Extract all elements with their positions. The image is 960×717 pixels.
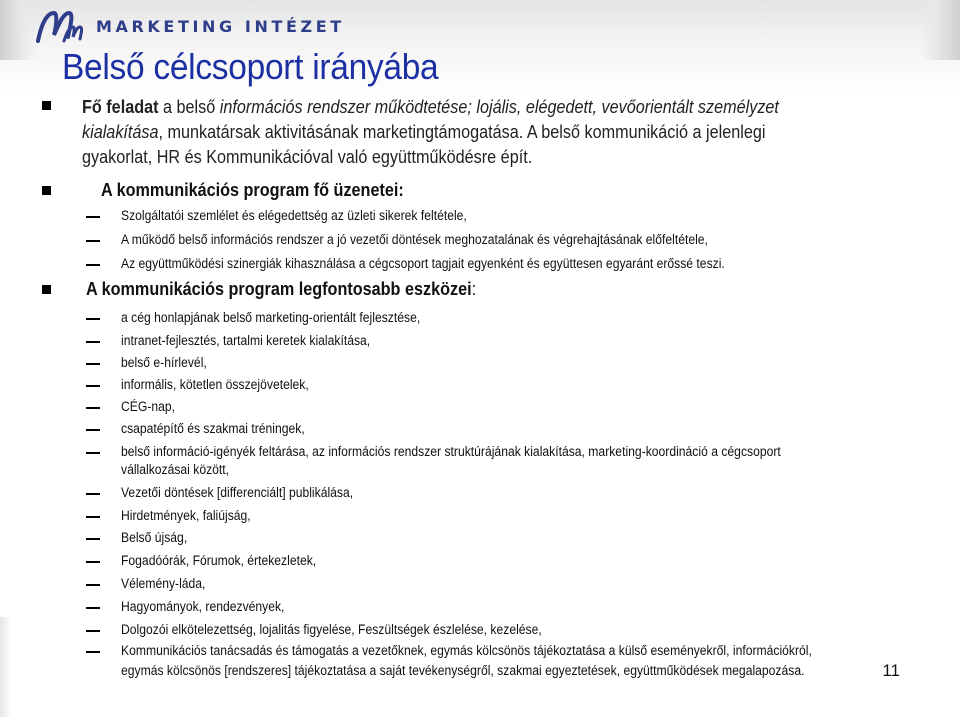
- tool-item: Kommunikációs tanácsadás és támogatás a vezetőknek, egymás kölcsönös tájékoztatása a külső eseményekről, információkról,: [121, 643, 812, 658]
- dash-bullet-icon: [86, 318, 100, 320]
- tool-item: Belső újság,: [121, 530, 188, 545]
- square-bullet-icon: [42, 186, 51, 195]
- dash-bullet-icon: [86, 538, 100, 540]
- tool-item-continuation: egymás kölcsönös [rendszeres] tájékoztatása a saját tevékenységről, szakmai egyeztetések, együttműködések megalapozása.: [121, 663, 805, 678]
- dash-bullet-icon: [86, 584, 100, 586]
- intro-line2-plain: , munkatársak aktivitásának marketingtámogatása. A belső kommunikáció a jelenlegi: [158, 122, 766, 142]
- dash-bullet-icon: [86, 429, 100, 431]
- tool-item: intranet-fejlesztés, tartalmi keretek kialakítása,: [121, 333, 371, 348]
- page-number: 11: [882, 661, 900, 680]
- tool-item: belső információ-igényék feltárása, az információs rendszer struktúrájának kialakítása, marketing-koordináció a cégcsoport: [121, 444, 781, 459]
- message-item: Szolgáltatói szemlélet és elégedettség az üzleti sikerek feltétele,: [121, 208, 467, 223]
- tool-item: Vélemény-láda,: [121, 576, 206, 591]
- dash-bullet-icon: [86, 561, 100, 563]
- tool-item: Fogadóórák, Fórumok, értekezletek,: [121, 553, 317, 568]
- svg-text:Mm: Mm: [35, 44, 37, 45]
- message-item: Az együttműködési szinergiák kihasználása a cégcsoport tagjait egyenként és együttesen egyaránt erőssé teszi.: [121, 256, 725, 271]
- tool-item: Hirdetmények, faliújság,: [121, 508, 251, 523]
- intro-lead-plain: a belső: [158, 97, 220, 117]
- dash-bullet-icon: [86, 341, 100, 343]
- messages-heading: A kommunikációs program fő üzenetei:: [101, 180, 404, 200]
- intro-lead-bold: Fő feladat: [82, 97, 159, 117]
- tools-heading-text: A kommunikációs program legfontosabb eszközei: [86, 279, 472, 299]
- dash-bullet-icon: [86, 452, 100, 454]
- tool-item: Hagyományok, rendezvények,: [121, 599, 285, 614]
- dash-bullet-icon: [86, 516, 100, 518]
- intro-line-2: [82, 121, 765, 144]
- tool-item: csapatépítő és szakmai tréningek,: [121, 421, 305, 436]
- message-item: A működő belső információs rendszer a jó vezetői döntések meghozatalának és végrehajtásának előfeltétele,: [121, 232, 708, 247]
- intro-line-3: gyakorlat, HR és Kommunikációval való együttműködésre épít.: [82, 147, 533, 167]
- tool-item: Vezetői döntések [differenciált] publikálása,: [121, 485, 354, 500]
- square-bullet-icon: [42, 101, 51, 110]
- dash-bullet-icon: [86, 493, 100, 495]
- page-title: Belső célcsoport irányába: [62, 46, 439, 87]
- dash-bullet-icon: [86, 264, 100, 266]
- dash-bullet-icon: [86, 607, 100, 609]
- tool-item: belső e-hírlevél,: [121, 355, 207, 370]
- square-bullet-icon: [42, 285, 51, 294]
- dash-bullet-icon: [86, 630, 100, 632]
- dash-bullet-icon: [86, 385, 100, 387]
- dash-bullet-icon: [86, 407, 100, 409]
- tool-item-continuation: vállalkozásai között,: [121, 462, 230, 477]
- dash-bullet-icon: [86, 363, 100, 365]
- intro-line-1: [82, 96, 779, 119]
- tools-heading: [86, 279, 476, 300]
- tools-heading-colon: :: [471, 279, 477, 299]
- tool-item: a cég honlapjának belső marketing-orientált fejlesztése,: [121, 310, 421, 325]
- tool-item: informális, kötetlen összejövetelek,: [121, 377, 309, 392]
- brand-name: MARKETING INTÉZET: [96, 16, 345, 36]
- intro-lead-italic: információs rendszer működtetése; lojális, elégedett, vevőorientált személyzet: [219, 97, 779, 117]
- dash-bullet-icon: [86, 216, 100, 218]
- dash-bullet-icon: [86, 651, 100, 653]
- tool-item: Dolgozói elkötelezettség, lojalitás figyelése, Feszültségek észlelése, kezelése,: [121, 622, 542, 637]
- tool-item: CÉG-nap,: [121, 399, 176, 414]
- intro-line2-italic: kialakítása: [82, 122, 159, 142]
- dash-bullet-icon: [86, 240, 100, 242]
